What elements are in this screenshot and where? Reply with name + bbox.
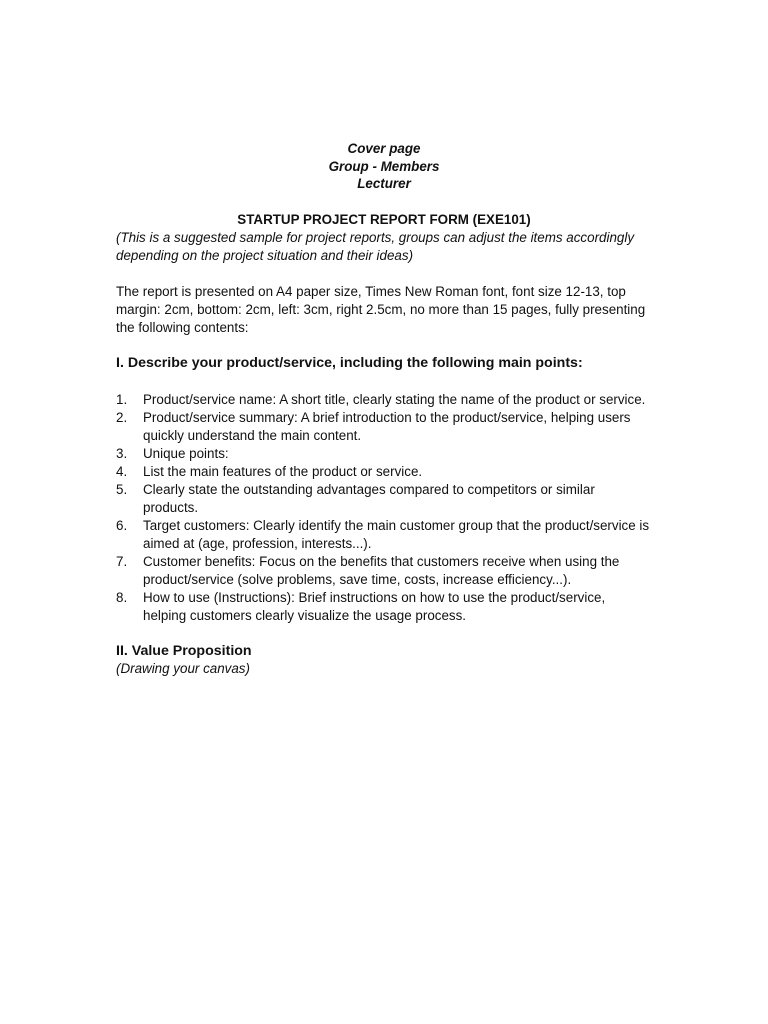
form-title: STARTUP PROJECT REPORT FORM (EXE101) [237,211,531,227]
section-1-heading: I. Describe your product/service, including the following main points: [116,354,583,371]
list-item-text: Clearly state the outstanding advantages compared to competitors or similar products. [143,481,595,515]
cover-page-label: Cover page [347,141,421,156]
list-item-text: Product/service name: A short title, clearly stating the name of the product or service. [143,391,646,407]
list-item [116,481,652,517]
list-item-text: Target customers: Clearly identify the main customer group that the product/service is aimed at (age, profession, interests...). [143,517,650,551]
group-members-label: Group - Members [328,158,440,174]
list-item [116,517,652,553]
list-item [116,463,652,481]
list-item-number: 8. [116,589,128,605]
list-item [116,589,652,625]
list-item-number: 3. [116,445,128,461]
section-2-heading: II. Value Proposition [116,642,252,659]
list-item-number: 1. [116,391,128,407]
list-item-number: 4. [116,463,128,479]
list-item [116,553,652,589]
section-2-note: (Drawing your canvas) [116,660,250,676]
list-item-text: List the main features of the product or service. [143,463,423,479]
list-item [116,409,652,445]
list-item-number: 2. [116,409,128,425]
lecturer-label: Lecturer [357,176,411,191]
list-item-text: Product/service summary: A brief introduction to the product/service, helping users quickly understand the main content. [143,409,631,443]
list-item-text: How to use (Instructions): Brief instructions on how to use the product/service, helping customers clearly visualize the usage process. [143,589,606,623]
list-item-text: Customer benefits: Focus on the benefits that customers receive when using the product/service (solve problems, save time, costs, increase efficiency...). [143,553,620,587]
list-item-number: 6. [116,517,128,533]
list-item-text: Unique points: [143,445,229,461]
list-item [116,445,652,463]
cover-block [116,140,652,193]
list-item [116,391,652,409]
main-points-list [116,391,652,625]
list-item-number: 5. [116,481,128,497]
intro-paragraph: The report is presented on A4 paper size, Times New Roman font, font size 12-13, top margin: 2cm, bottom: 2cm, left: 3cm, right 2.5cm, no more than 15 pages, fully presenting the following contents: [116,283,646,335]
list-item-number: 7. [116,553,128,569]
suggestion-note: (This is a suggested sample for project reports, groups can adjust the items accordingly depending on the project situation and their ideas) [116,229,635,263]
